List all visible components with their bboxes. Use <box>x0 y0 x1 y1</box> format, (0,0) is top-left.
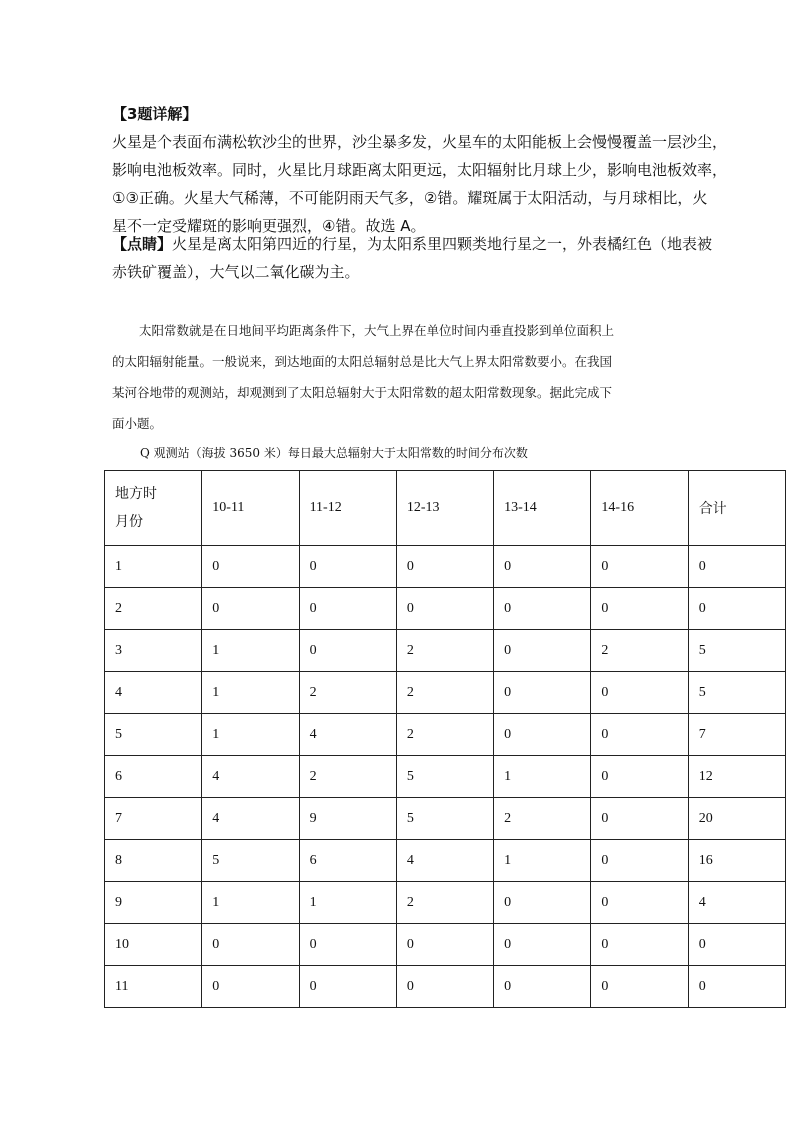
table-cell: 0 <box>202 966 299 1008</box>
table-cell: 1 <box>202 672 299 714</box>
explanation-paragraph <box>112 100 728 240</box>
explanation-line: 星不一定受耀斑的影响更强烈，④错。故选 A。 <box>112 217 426 235</box>
table-cell: 0 <box>299 546 396 588</box>
table-cell: 0 <box>396 924 493 966</box>
total-cell: 16 <box>688 840 785 882</box>
table-cell: 2 <box>396 714 493 756</box>
table-cell: 5 <box>396 756 493 798</box>
intro-line: 面小题。 <box>112 416 163 431</box>
table-cell: 0 <box>591 840 688 882</box>
corner-header-time: 地方时 <box>115 486 157 502</box>
table-cell: 1 <box>202 882 299 924</box>
corner-header-month: 月份 <box>115 514 143 530</box>
total-cell: 0 <box>688 924 785 966</box>
month-cell: 4 <box>105 672 202 714</box>
total-cell: 0 <box>688 546 785 588</box>
month-cell: 7 <box>105 798 202 840</box>
table-cell: 0 <box>494 882 591 924</box>
total-cell: 20 <box>688 798 785 840</box>
table-row <box>105 546 786 588</box>
tip-text: 火星是离太阳第四近的行星，为太阳系里四颗类地行星之一，外表橘红色（地表被 <box>172 235 713 253</box>
table-cell: 0 <box>494 714 591 756</box>
tip-line-1 <box>112 230 713 258</box>
table-row <box>105 966 786 1008</box>
table-row <box>105 588 786 630</box>
month-cell: 5 <box>105 714 202 756</box>
table-row <box>105 882 786 924</box>
table-cell: 1 <box>494 756 591 798</box>
table-cell: 0 <box>591 546 688 588</box>
table-cell: 2 <box>396 672 493 714</box>
month-cell: 2 <box>105 588 202 630</box>
table-cell: 0 <box>591 966 688 1008</box>
table-cell: 2 <box>591 630 688 672</box>
table-cell: 2 <box>494 798 591 840</box>
explanation-line: ①③正确。火星大气稀薄，不可能阴雨天气多，②错。耀斑属于太阳活动，与月球相比，火 <box>112 189 708 207</box>
table-cell: 1 <box>202 714 299 756</box>
column-header: 11-12 <box>299 471 396 546</box>
column-header: 13-14 <box>494 471 591 546</box>
total-cell: 5 <box>688 630 785 672</box>
table-cell: 0 <box>396 966 493 1008</box>
table-cell: 0 <box>591 882 688 924</box>
table-cell: 0 <box>591 756 688 798</box>
table-cell: 0 <box>299 924 396 966</box>
intro-line: 某河谷地带的观测站，却观测到了太阳总辐射大于太阳常数的超太阳常数现象。据此完成下 <box>112 385 613 400</box>
table-cell: 5 <box>396 798 493 840</box>
explanation-heading: 【3题详解】 <box>112 105 198 123</box>
table-caption: Q 观测站（海拔 3650 米）每日最大总辐射大于太阳常数的时间分布次数 <box>140 446 528 460</box>
table-cell: 0 <box>299 630 396 672</box>
table-cell: 0 <box>202 588 299 630</box>
month-cell: 8 <box>105 840 202 882</box>
radiation-table <box>104 470 786 1008</box>
explanation-line: 火星是个表面布满松软沙尘的世界，沙尘暴多发，火星车的太阳能板上会慢慢覆盖一层沙尘， <box>112 133 728 151</box>
table-cell: 2 <box>299 756 396 798</box>
table-cell: 1 <box>202 630 299 672</box>
total-cell: 7 <box>688 714 785 756</box>
table-cell: 0 <box>494 672 591 714</box>
tip-label: 【点睛】 <box>112 235 173 253</box>
table-cell: 2 <box>396 630 493 672</box>
table-cell: 2 <box>299 672 396 714</box>
table-cell: 0 <box>299 588 396 630</box>
month-cell: 3 <box>105 630 202 672</box>
table-cell: 0 <box>591 798 688 840</box>
table-cell: 0 <box>299 966 396 1008</box>
table-cell: 1 <box>494 840 591 882</box>
table-cell: 4 <box>299 714 396 756</box>
table-cell: 0 <box>494 630 591 672</box>
intro-line: 的太阳辐射能量。一般说来，到达地面的太阳总辐射总是比大气上界太阳常数要小。在我国 <box>112 354 613 369</box>
table-cell: 0 <box>591 714 688 756</box>
table-cell: 0 <box>494 588 591 630</box>
table-cell: 2 <box>396 882 493 924</box>
table-cell: 9 <box>299 798 396 840</box>
table-row <box>105 798 786 840</box>
table-row <box>105 756 786 798</box>
table-header-row <box>105 471 786 546</box>
table-cell: 0 <box>591 588 688 630</box>
table-cell: 0 <box>494 546 591 588</box>
month-cell: 6 <box>105 756 202 798</box>
table-cell: 6 <box>299 840 396 882</box>
total-cell: 0 <box>688 588 785 630</box>
total-cell: 12 <box>688 756 785 798</box>
tip-line: 赤铁矿覆盖），大气以二氧化碳为主。 <box>112 263 360 281</box>
table-cell: 4 <box>202 756 299 798</box>
tip-paragraph <box>112 230 713 286</box>
table-cell: 4 <box>396 840 493 882</box>
table-cell: 0 <box>591 672 688 714</box>
table-cell: 0 <box>591 924 688 966</box>
table-cell: 0 <box>202 924 299 966</box>
table-cell: 0 <box>396 588 493 630</box>
table-cell: 1 <box>299 882 396 924</box>
table-cell: 0 <box>202 546 299 588</box>
table-cell: 0 <box>494 924 591 966</box>
table-cell: 0 <box>494 966 591 1008</box>
total-cell: 0 <box>688 966 785 1008</box>
total-cell: 5 <box>688 672 785 714</box>
corner-header-cell <box>105 471 202 546</box>
column-header: 10-11 <box>202 471 299 546</box>
month-cell: 1 <box>105 546 202 588</box>
table-row <box>105 672 786 714</box>
table-row <box>105 840 786 882</box>
column-header: 12-13 <box>396 471 493 546</box>
table-cell: 4 <box>202 798 299 840</box>
table-row <box>105 924 786 966</box>
total-cell: 4 <box>688 882 785 924</box>
table-row <box>105 714 786 756</box>
table-row <box>105 630 786 672</box>
intro-line: 太阳常数就是在日地间平均距离条件下，大气上界在单位时间内垂直投影到单位面积上 <box>139 323 615 338</box>
question-intro <box>112 315 692 439</box>
explanation-line: 影响电池板效率。同时，火星比月球距离太阳更远，太阳辐射比月球上少，影响电池板效率， <box>112 161 728 179</box>
month-cell: 10 <box>105 924 202 966</box>
table-cell: 0 <box>396 546 493 588</box>
table-cell: 5 <box>202 840 299 882</box>
column-header-total: 合计 <box>688 471 785 546</box>
month-cell: 11 <box>105 966 202 1008</box>
month-cell: 9 <box>105 882 202 924</box>
column-header: 14-16 <box>591 471 688 546</box>
